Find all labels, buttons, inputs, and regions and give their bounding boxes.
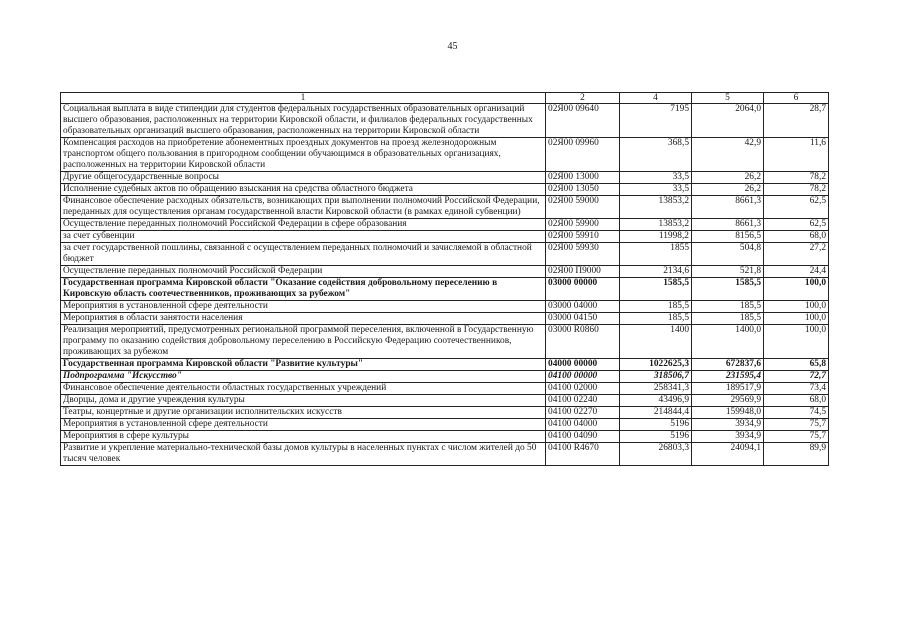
cell-name: Театры, концертные и другие организации исполнительских искусств <box>61 407 546 419</box>
table-header-row <box>61 93 829 104</box>
cell-plan: 13853,2 <box>620 219 692 231</box>
cell-plan: 185,5 <box>620 301 692 313</box>
table-row <box>61 383 829 395</box>
cell-actual: 8661,3 <box>692 219 764 231</box>
cell-name: за счет государственной пошлины, связанной с осуществлением переданных полномочий и зачисляемой в областной бюджет <box>61 243 546 266</box>
cell-plan: 43496,9 <box>620 395 692 407</box>
cell-percent: 78,2 <box>764 172 829 184</box>
cell-percent: 75,7 <box>764 431 829 443</box>
cell-code: 02Я00 59000 <box>546 196 620 219</box>
table-row <box>61 219 829 231</box>
cell-code: 02Я00 13000 <box>546 172 620 184</box>
cell-actual: 504,8 <box>692 243 764 266</box>
cell-actual: 189517,9 <box>692 383 764 395</box>
cell-actual: 1585,5 <box>692 278 764 301</box>
cell-code: 02Я00 59900 <box>546 219 620 231</box>
table-row <box>61 371 829 383</box>
cell-name: Государственная программа Кировской области "Оказание содействия добровольному переселению в Кировскую область соотечественников, проживающих за рубежом" <box>61 278 546 301</box>
cell-code: 03000 R0860 <box>546 325 620 359</box>
table-row <box>61 184 829 196</box>
cell-plan: 7195 <box>620 104 692 138</box>
cell-name: Мероприятия в установленной сфере деятельности <box>61 419 546 431</box>
table-row <box>61 266 829 278</box>
cell-plan: 1585,5 <box>620 278 692 301</box>
cell-actual: 185,5 <box>692 313 764 325</box>
cell-name: Реализация мероприятий, предусмотренных региональной программой переселения, включенной в Государственную программу по оказанию содействия добровольному переселению в Российскую Федерацию соотечественников, проживающих за рубежом <box>61 325 546 359</box>
cell-code: 02Я00 13050 <box>546 184 620 196</box>
cell-code: 02Я00 59910 <box>546 231 620 243</box>
cell-code: 03000 04000 <box>546 301 620 313</box>
table-row <box>61 359 829 371</box>
cell-percent: 100,0 <box>764 278 829 301</box>
cell-actual: 3934,9 <box>692 419 764 431</box>
page-number: 45 <box>447 41 458 52</box>
cell-plan: 5196 <box>620 431 692 443</box>
table-row <box>61 407 829 419</box>
cell-percent: 100,0 <box>764 301 829 313</box>
cell-name: Финансовое обеспечение расходных обязательств, возникающих при выполнении полномочий Российской Федерации, переданных для осуществления органам государственной власти Кировской области (в рамках единой субвенции) <box>61 196 546 219</box>
cell-actual: 42,9 <box>692 138 764 172</box>
cell-name: Другие общегосударственные вопросы <box>61 172 546 184</box>
cell-plan: 368,5 <box>620 138 692 172</box>
cell-actual: 1400,0 <box>692 325 764 359</box>
table-row <box>61 419 829 431</box>
cell-plan: 5196 <box>620 419 692 431</box>
cell-code: 02Я00 09640 <box>546 104 620 138</box>
cell-name: Социальная выплата в виде стипендии для студентов федеральных государственных образовательных организаций высшего образования, расположенных на территории Кировской области, и филиалов федеральных государственных образовательных организаций высшего образования, расположенных на территории Кировской области <box>61 104 546 138</box>
cell-name: Финансовое обеспечение деятельности областных государственных учреждений <box>61 383 546 395</box>
column-header-plan: 4 <box>620 93 692 104</box>
cell-plan: 1855 <box>620 243 692 266</box>
cell-actual: 26,2 <box>692 184 764 196</box>
cell-actual: 29569,9 <box>692 395 764 407</box>
cell-name: за счет субвенции <box>61 231 546 243</box>
cell-percent: 68,0 <box>764 395 829 407</box>
cell-code: 04100 02240 <box>546 395 620 407</box>
cell-plan: 185,5 <box>620 313 692 325</box>
cell-actual: 3934,9 <box>692 431 764 443</box>
cell-percent: 100,0 <box>764 313 829 325</box>
cell-code: 04100 04090 <box>546 431 620 443</box>
cell-actual: 26,2 <box>692 172 764 184</box>
cell-name: Компенсация расходов на приобретение абонементных проездных документов на проезд железнодорожным транспортом общего пользования в пригородном сообщении обучающимся в образовательных организациях, расположенных на территории Кировской области <box>61 138 546 172</box>
table-row <box>61 301 829 313</box>
cell-code: 02Я00 09960 <box>546 138 620 172</box>
cell-percent: 74,5 <box>764 407 829 419</box>
cell-plan: 1022625,3 <box>620 359 692 371</box>
cell-code: 03000 04150 <box>546 313 620 325</box>
cell-code: 02Я00 П9000 <box>546 266 620 278</box>
cell-name: Развитие и укрепление материально-технической базы домов культуры в населенных пунктах с числом жителей до 50 тысяч человек <box>61 443 546 466</box>
table-row <box>61 196 829 219</box>
cell-percent: 89,9 <box>764 443 829 466</box>
cell-percent: 62,5 <box>764 219 829 231</box>
cell-percent: 27,2 <box>764 243 829 266</box>
cell-name: Мероприятия в области занятости населения <box>61 313 546 325</box>
cell-plan: 258341,3 <box>620 383 692 395</box>
column-header-code: 2 <box>546 93 620 104</box>
cell-actual: 159948,0 <box>692 407 764 419</box>
table-row <box>61 172 829 184</box>
cell-percent: 28,7 <box>764 104 829 138</box>
table-row <box>61 431 829 443</box>
cell-percent: 65,8 <box>764 359 829 371</box>
table-row <box>61 443 829 466</box>
cell-code: 04100 04000 <box>546 419 620 431</box>
cell-plan: 214844,4 <box>620 407 692 419</box>
cell-plan: 13853,2 <box>620 196 692 219</box>
column-header-actual: 5 <box>692 93 764 104</box>
cell-actual: 8661,3 <box>692 196 764 219</box>
cell-code: 04100 00000 <box>546 371 620 383</box>
cell-code: 04100 02000 <box>546 383 620 395</box>
cell-percent: 78,2 <box>764 184 829 196</box>
cell-name: Осуществление переданных полномочий Российской Федерации <box>61 266 546 278</box>
column-header-name: 1 <box>61 93 546 104</box>
table-row <box>61 278 829 301</box>
cell-percent: 73,4 <box>764 383 829 395</box>
cell-actual: 672837,6 <box>692 359 764 371</box>
cell-plan: 318506,7 <box>620 371 692 383</box>
table-row <box>61 138 829 172</box>
cell-percent: 24,4 <box>764 266 829 278</box>
cell-actual: 231595,4 <box>692 371 764 383</box>
cell-code: 03000 00000 <box>546 278 620 301</box>
cell-name: Государственная программа Кировской области "Развитие культуры" <box>61 359 546 371</box>
budget-table <box>60 92 829 466</box>
cell-name: Подпрограмма "Искусство" <box>61 371 546 383</box>
cell-name: Исполнение судебных актов по обращению взыскания на средства областного бюджета <box>61 184 546 196</box>
cell-plan: 33,5 <box>620 172 692 184</box>
cell-actual: 24094,1 <box>692 443 764 466</box>
table-row <box>61 104 829 138</box>
cell-code: 04000 00000 <box>546 359 620 371</box>
cell-code: 04100 R4670 <box>546 443 620 466</box>
table-row <box>61 325 829 359</box>
table-row <box>61 313 829 325</box>
cell-name: Мероприятия в сфере культуры <box>61 431 546 443</box>
cell-code: 04100 02270 <box>546 407 620 419</box>
cell-plan: 11998,2 <box>620 231 692 243</box>
cell-percent: 11,6 <box>764 138 829 172</box>
cell-plan: 26803,3 <box>620 443 692 466</box>
cell-plan: 1400 <box>620 325 692 359</box>
table-row <box>61 231 829 243</box>
cell-percent: 100,0 <box>764 325 829 359</box>
table-row <box>61 243 829 266</box>
column-header-percent: 6 <box>764 93 829 104</box>
cell-actual: 2064,0 <box>692 104 764 138</box>
cell-percent: 75,7 <box>764 419 829 431</box>
cell-percent: 68,0 <box>764 231 829 243</box>
cell-percent: 62,5 <box>764 196 829 219</box>
cell-plan: 33,5 <box>620 184 692 196</box>
cell-code: 02Я00 59930 <box>546 243 620 266</box>
cell-name: Осуществление переданных полномочий Российской Федерации в сфере образования <box>61 219 546 231</box>
cell-name: Мероприятия в установленной сфере деятельности <box>61 301 546 313</box>
cell-actual: 185,5 <box>692 301 764 313</box>
table-row <box>61 395 829 407</box>
cell-name: Дворцы, дома и другие учреждения культуры <box>61 395 546 407</box>
cell-plan: 2134,6 <box>620 266 692 278</box>
cell-percent: 72,7 <box>764 371 829 383</box>
cell-actual: 8156,5 <box>692 231 764 243</box>
table-body <box>61 104 829 466</box>
cell-actual: 521,8 <box>692 266 764 278</box>
